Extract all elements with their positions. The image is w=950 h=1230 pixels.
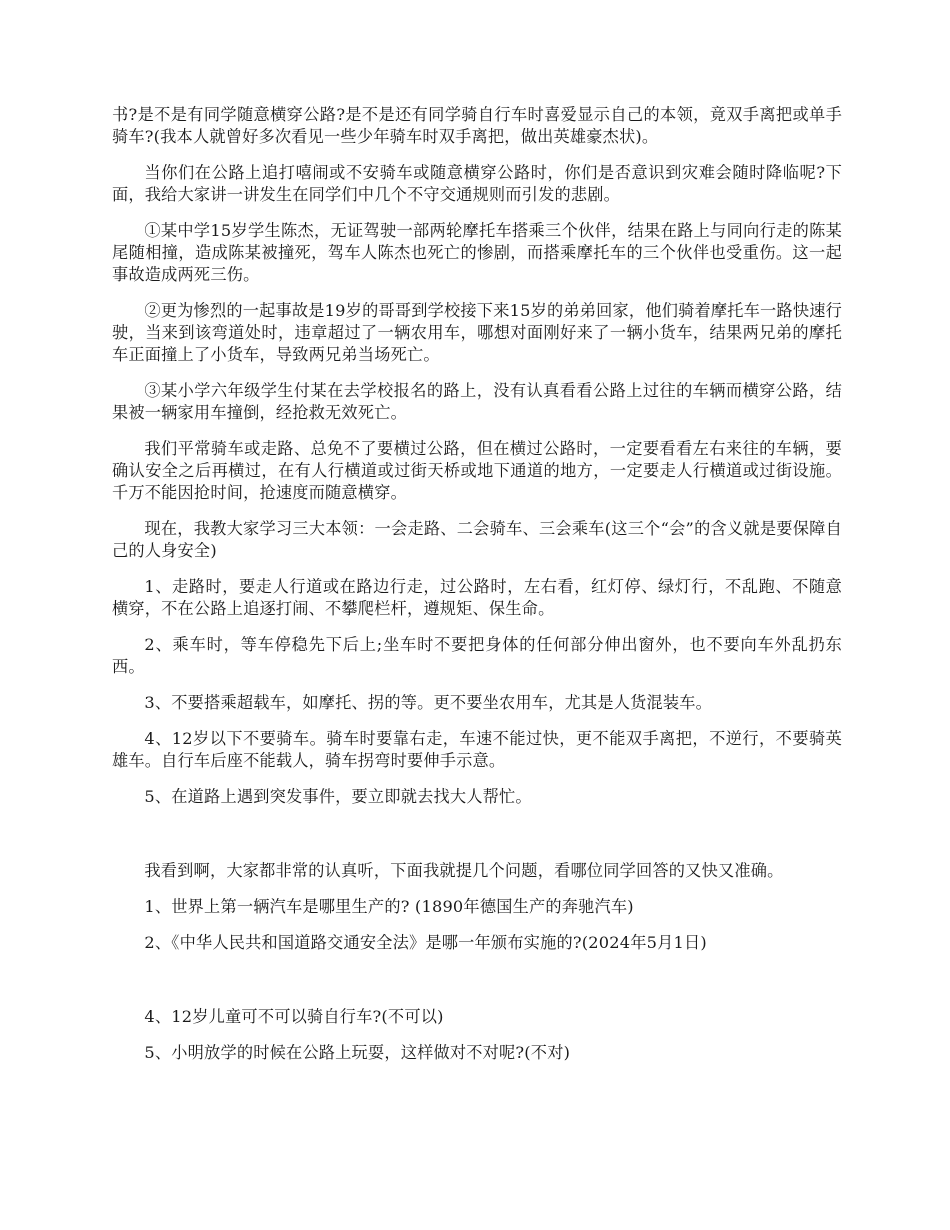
paragraph: ②更为惨烈的一起事故是19岁的哥哥到学校接下来15岁的弟弟回家，他们骑着摩托车一路快速行驶，当来到该弯道处时，违章超过了一辆农用车，哪想对面刚好来了一辆小货车，结果两兄弟的摩托车正面撞上了小货车，导致两兄弟当场死亡。	[112, 301, 842, 364]
blank-spacer	[112, 822, 842, 860]
paragraph: ①某中学15岁学生陈杰，无证驾驶一部两轮摩托车搭乘三个伙伴，结果在路上与同向行走的陈某尾随相撞，造成陈某被撞死，驾车人陈杰也死亡的惨剧，而搭乘摩托车的三个伙伴也受重伤。这一起事故造成两死三伤。	[112, 221, 842, 284]
question-item: 1、世界上第一辆汽车是哪里生产的? (1890年德国生产的奔驰汽车)	[144, 897, 634, 916]
blank-spacer	[112, 968, 842, 1006]
paragraph: 当你们在公路上追打嘻闹或不安骑车或随意横穿公路时，你们是否意识到灾难会随时降临呢?下面，我给大家讲一讲发生在同学们中几个不守交通规则而引发的悲剧。	[112, 163, 842, 204]
list-item: 4、12岁以下不要骑车。骑车时要靠右走，车速不能过快，更不能双手离把，不逆行，不要骑英雄车。自行车后座不能载人，骑车拐弯时要伸手示意。	[112, 729, 842, 770]
paragraph: 书?是不是有同学随意横穿公路?是不是还有同学骑自行车时喜爱显示自己的本领，竟双手离把或单手骑车?(我本人就曾好多次看见一些少年骑车时双手离把，做出英雄豪杰状)。	[112, 105, 842, 146]
list-item: 2、乘车时，等车停稳先下后上;坐车时不要把身体的任何部分伸出窗外，也不要向车外乱扔东西。	[112, 635, 842, 676]
paragraph: 现在，我教大家学习三大本领：一会走路、二会骑车、三会乘车(这三个“会”的含义就是要保障自己的人身安全)	[112, 519, 842, 560]
document-body	[112, 104, 842, 1078]
question-item: 4、12岁儿童可不可以骑自行车?(不可以)	[144, 1007, 444, 1026]
paragraph: 我看到啊，大家都非常的认真听，下面我就提几个问题，看哪位同学回答的又快又准确。	[144, 861, 784, 880]
paragraph: ③某小学六年级学生付某在去学校报名的路上，没有认真看看公路上过往的车辆而横穿公路，结果被一辆家用车撞倒，经抢救无效死亡。	[112, 381, 842, 422]
paragraph: 我们平常骑车或走路、总免不了要横过公路，但在横过公路时，一定要看看左右来往的车辆，要确认安全之后再横过，在有人行横道或过街天桥或地下通道的地方，一定要走人行横道或过街设施。千万不能因抢时间，抢速度而随意横穿。	[112, 439, 842, 502]
list-item: 5、在道路上遇到突发事件，要立即就去找大人帮忙。	[144, 787, 532, 806]
list-item: 3、不要搭乘超载车，如摩托、拐的等。更不要坐农用车，尤其是人货混装车。	[144, 693, 713, 712]
list-item: 1、走路时，要走人行道或在路边行走，过公路时，左右看，红灯停、绿灯行，不乱跑、不随意横穿，不在公路上追逐打闹、不攀爬栏杆，遵规矩、保生命。	[112, 577, 842, 618]
question-item: 5、小明放学的时候在公路上玩耍，这样做对不对呢?(不对)	[144, 1043, 571, 1062]
question-item: 2、《中华人民共和国道路交通安全法》是哪一年颁布实施的?(2024年5月1日)	[144, 933, 707, 952]
